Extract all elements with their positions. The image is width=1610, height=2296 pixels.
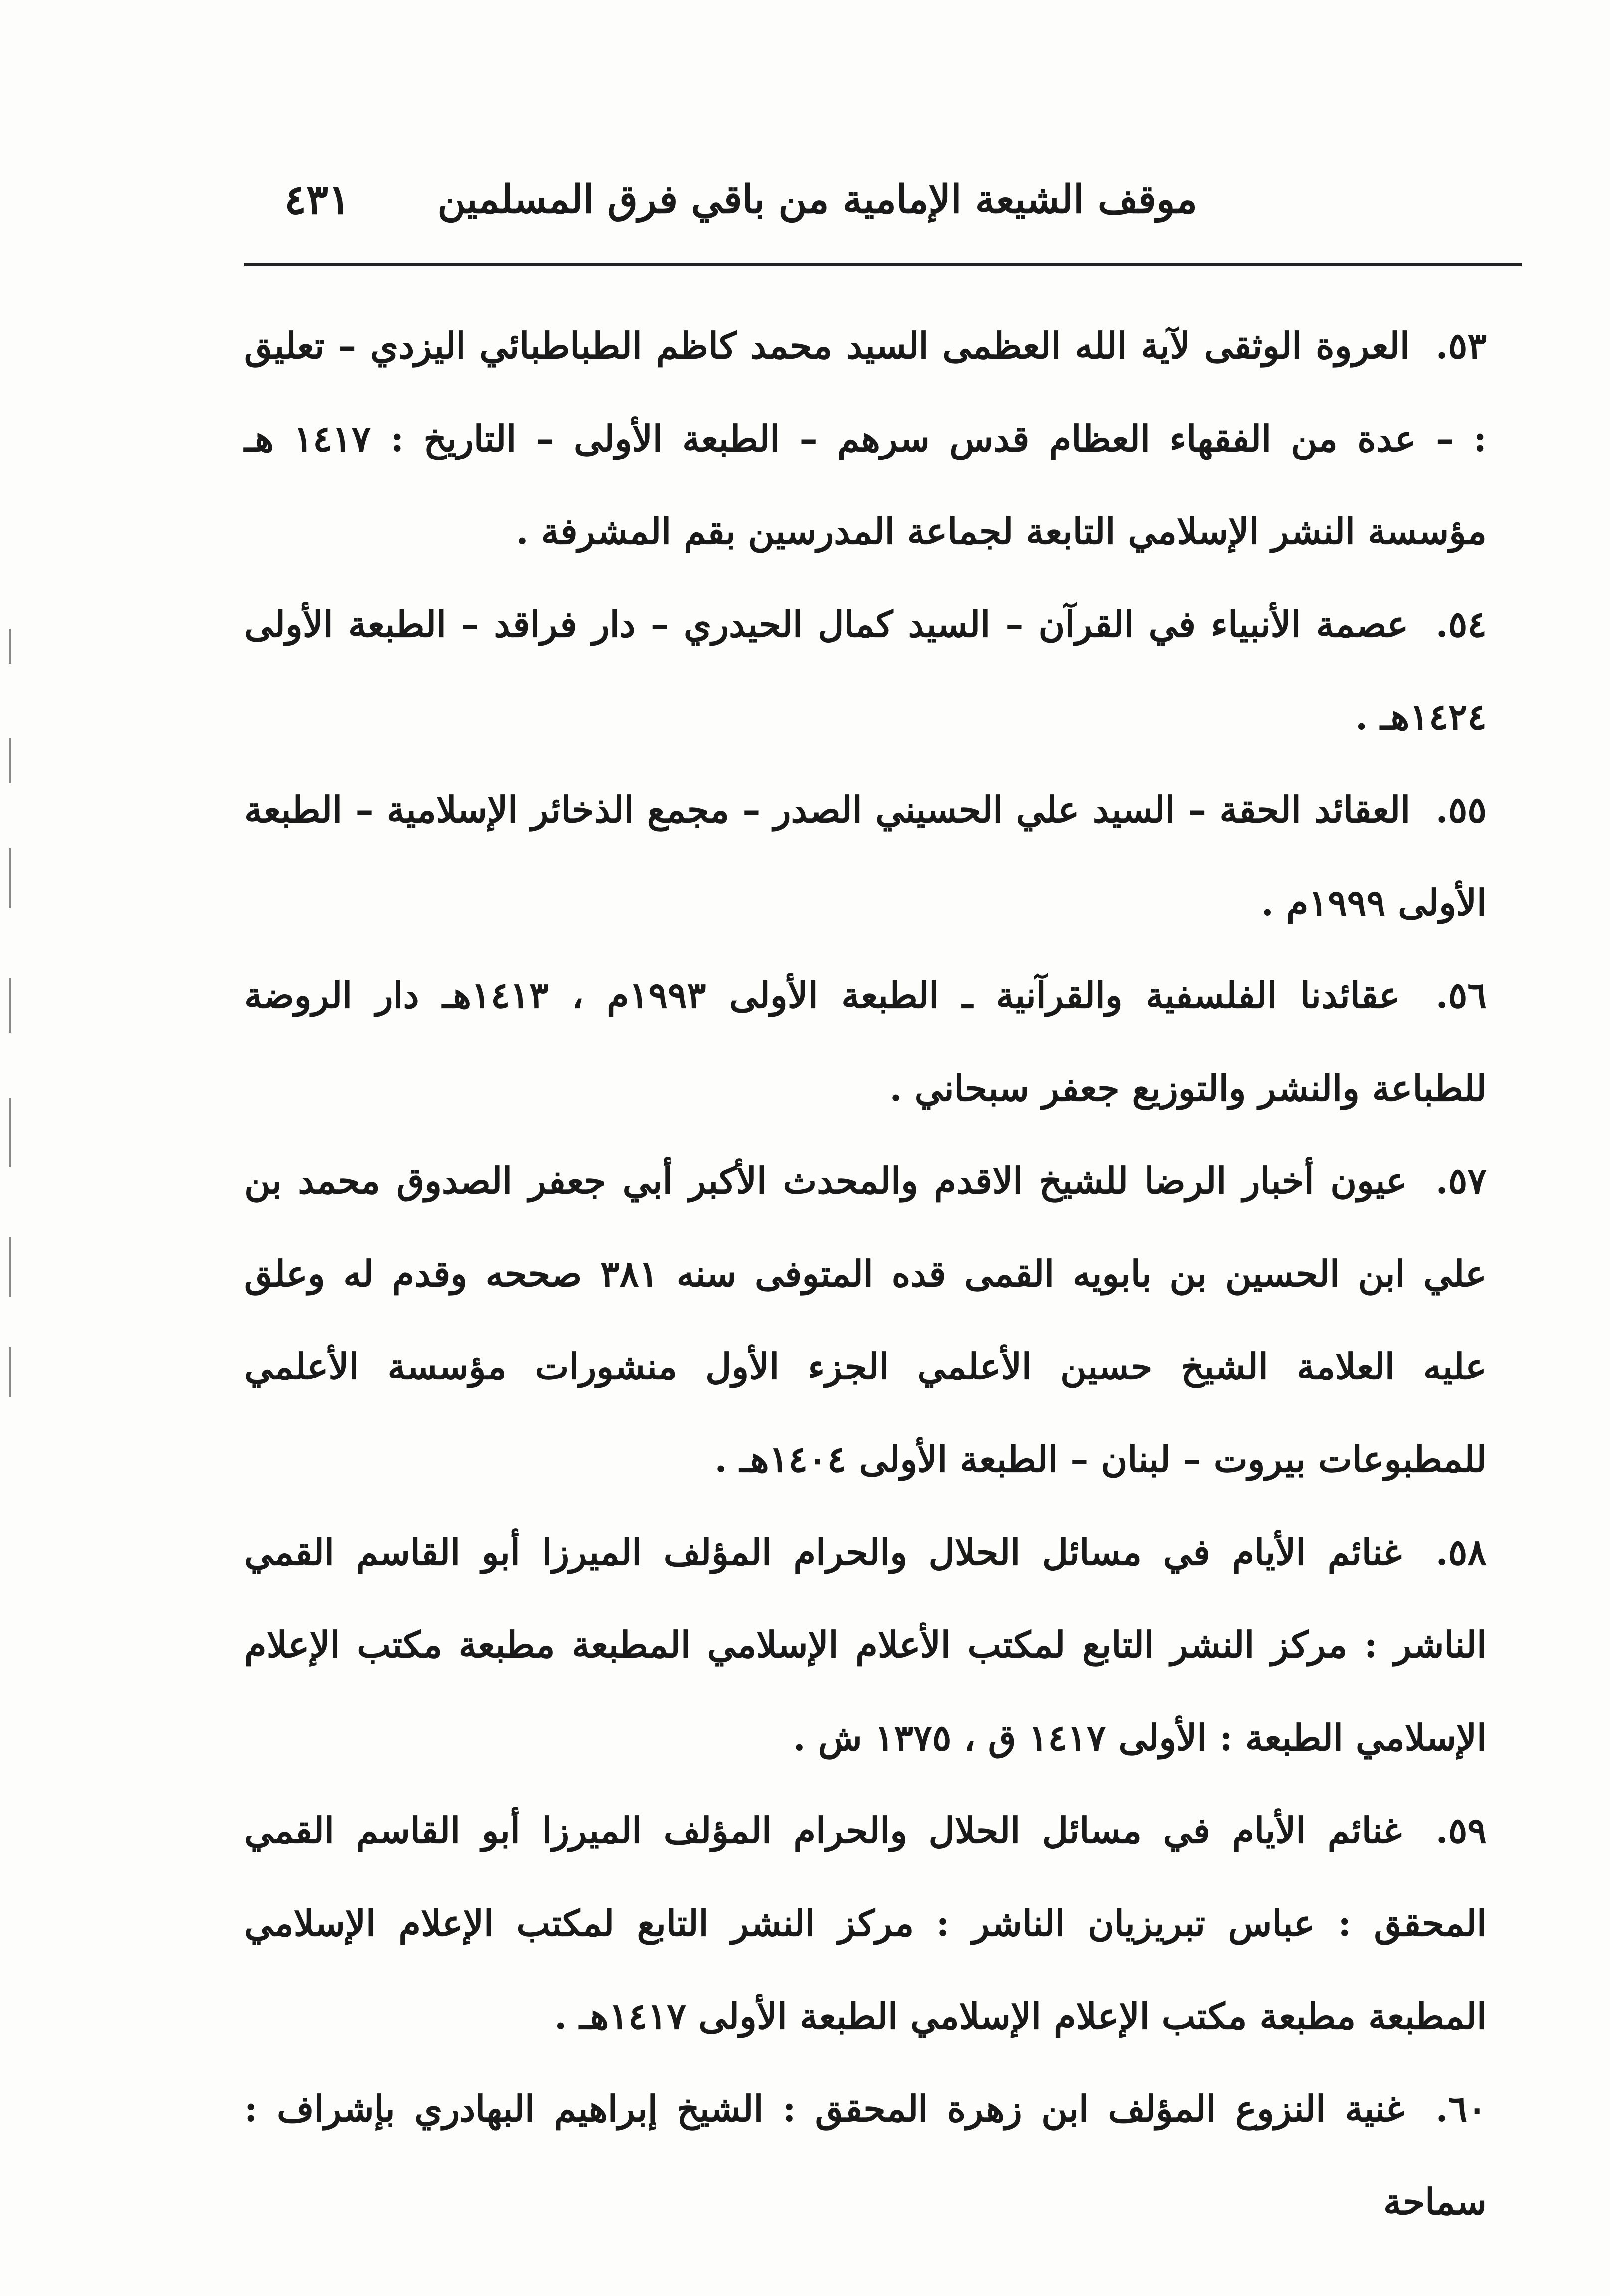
running-header <box>244 165 1522 234</box>
scan-edge-mark <box>9 1098 11 1167</box>
entry-text: العروة الوثقى لآية الله العظمى السيد محمد كاظم الطباطبائي اليزدي – تعليق : – عدة من الفقهاء العظام قدس سرهم – الطبعة الأولى – التاريخ : ١٤١٧ هـ مؤسسة النشر الإسلامي التابعة لجماعة المدرسين بقم المشرفة . <box>244 324 1487 552</box>
page-number: ٤٣١ <box>284 176 351 224</box>
bibliography-list <box>244 299 1487 2248</box>
bibliography-entry <box>244 949 1487 1135</box>
bibliography-entry <box>244 1506 1487 1784</box>
entry-number: ٥٤. <box>1435 603 1487 645</box>
entry-number: ٦٠. <box>1435 2087 1487 2130</box>
scan-edge-mark <box>9 1347 11 1397</box>
entry-text: غنية النزوع المؤلف ابن زهرة المحقق : الشيخ إبراهيم البهادري بإشراف : سماحة <box>244 2087 1487 2223</box>
scan-edge-mark <box>9 1237 11 1297</box>
entry-number: ٥٩. <box>1435 1809 1487 1851</box>
entry-text: غنائم الأيام في مسائل الحلال والحرام المؤلف الميرزا أبو القاسم القمي الناشر : مركز النشر التابع لمكتب الأعلام الإسلامي المطبعة مطبعة مكتب الإعلام الإسلامي الطبعة : الأولى ١٤١٧ ق ، ١٣٧٥ ش . <box>244 1531 1487 1759</box>
scan-edge-mark <box>9 978 11 1033</box>
entry-text: عصمة الأنبياء في القرآن – السيد كمال الحيدري – دار فراقد – الطبعة الأولى ١٤٢٤هـ . <box>244 603 1487 738</box>
entry-number: ٥٥. <box>1435 788 1487 831</box>
entry-text: عيون أخبار الرضا للشيخ الاقدم والمحدث الأكبر أبي جعفر الصدوق محمد بن علي ابن الحسين بن بابويه القمى قده المتوفى سنه ٣٨١ صححه وقدم له وعلق عليه العلامة الشيخ حسين الأعلمي الجزء الأول منشورات مؤسسة الأعلمي للمطبوعات بيروت – لبنان – الطبعة الأولى ١٤٠٤هـ . <box>244 1159 1487 1480</box>
scan-edge-mark <box>9 848 11 908</box>
entry-number: ٥٧. <box>1435 1159 1487 1202</box>
bibliography-entry <box>244 2063 1487 2248</box>
header-divider <box>244 263 1522 266</box>
running-header-title: موقف الشيعة الإمامية من باقي فرق المسلمين <box>437 177 1197 222</box>
bibliography-entry <box>244 1784 1487 2063</box>
entry-number: ٥٦. <box>1435 974 1487 1016</box>
scan-edge-mark <box>9 738 11 783</box>
entry-text: العقائد الحقة – السيد علي الحسيني الصدر – مجمع الذخائر الإسلامية – الطبعة الأولى ١٩٩٩م . <box>244 788 1487 923</box>
entry-number: ٥٨. <box>1435 1531 1487 1573</box>
entry-text: غنائم الأيام في مسائل الحلال والحرام المؤلف الميرزا أبو القاسم القمي المحقق : عباس تبريزيان الناشر : مركز النشر التابع لمكتب الإعلام الإسلامي المطبعة مطبعة مكتب الإعلام الإسلامي الطبعة الأولى ١٤١٧هـ . <box>244 1809 1487 2037</box>
scan-edge-mark <box>9 629 11 664</box>
bibliography-entry <box>244 1135 1487 1506</box>
entry-text: عقائدنا الفلسفية والقرآنية ـ الطبعة الأولى ١٩٩٣م ، ١٤١٣هـ دار الروضة للطباعة والنشر والتوزيع جعفر سبحاني . <box>244 974 1487 1109</box>
bibliography-entry <box>244 299 1487 578</box>
entry-number: ٥٣. <box>1435 324 1487 367</box>
bibliography-entry <box>244 578 1487 763</box>
bibliography-entry <box>244 763 1487 949</box>
